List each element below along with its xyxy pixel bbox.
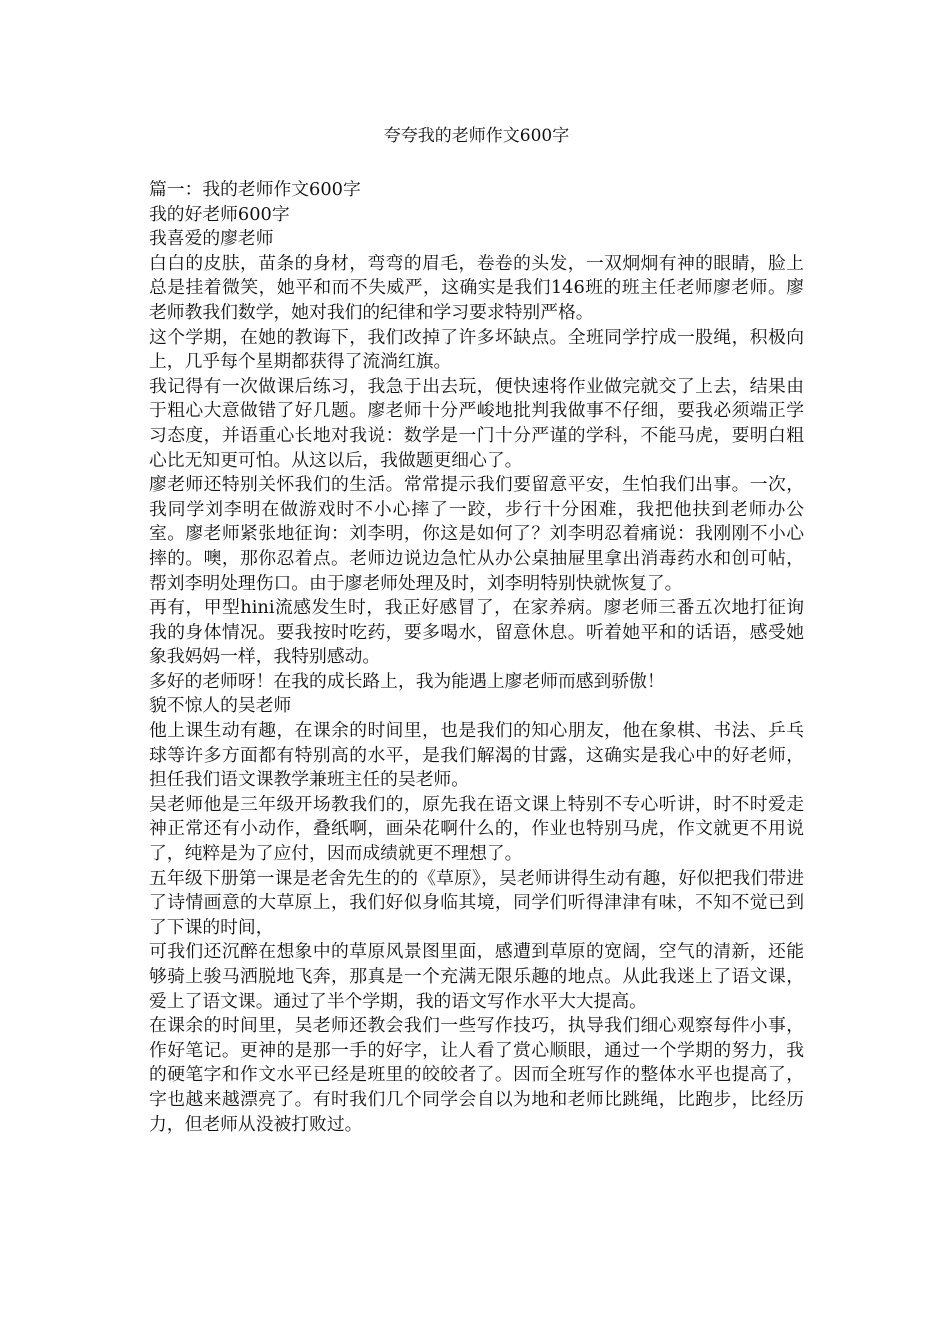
essay-title: 我的好老师600字 (149, 203, 290, 225)
essay-subtitle: 貌不惊人的吴老师 (149, 695, 292, 717)
paragraph: 白白的皮肤，苗条的身材，弯弯的眉毛，卷卷的头发，一双炯炯有神的眼睛，脸上总是挂着微笑，她平和而不失威严，这确实是我们146班的班主任老师廖老师。廖老师教我们数学，她对我们的纪律和学习要求特别严格。 (149, 252, 804, 323)
paragraph: 五年级下册第一课是老舍先生的的《草原》，吴老师讲得生动有趣，好似把我们带进了诗情画意的大草原上，我们好似身临其境，同学们听得津津有味，不知不觉已到了下课的时间， (149, 867, 804, 938)
paragraph: 再有，甲型hini流感发生时，我正好感冒了，在家养病。廖老师三番五次地打征询我的身体情况。要我按时吃药，要多喝水，留意休息。听着她平和的话语，感受她象我妈妈一样，我特别感动。 (149, 597, 804, 668)
paragraph: 在课余的时间里，吴老师还教会我们一些写作技巧，执导我们细心观察每件小事，作好笔记。更神的是那一手的好字，让人看了赏心顺眼，通过一个学期的努力，我的硬笔字和作文水平已经是班里的皎皎者了。因而全班写作的整体水平也提高了，字也越来越漂亮了。有时我们几个同学会自以为地和老师比跳绳，比跑步，比经历力，但老师从没被打败过。 (149, 1015, 804, 1135)
paragraph: 廖老师还特别关怀我们的生活。常常提示我们要留意平安，生怕我们出事。一次，我同学刘李明在做游戏时不小心摔了一跤，步行十分困难，我把他扶到老师办公室。廖老师紧张地征询：刘李明，你这是如何了？刘李明忍着痛说：我刚刚不小心摔的。噢，那你忍着点。老师边说边急忙从办公桌抽屉里拿出消毒药水和创可帖，帮刘李明处理伤口。由于廖老师处理及时，刘李明特别快就恢复了。 (149, 474, 804, 594)
paragraph: 可我们还沉醉在想象中的草原风景图里面，感遭到草原的宽阔，空气的清新，还能够骑上骏马洒脱地飞奔，那真是一个充满无限乐趣的地点。从此我迷上了语文课，爱上了语文课。通过了半个学期，我的语文写作水平大大提高。 (149, 941, 804, 1012)
section-heading: 篇一：我的老师作文600字 (149, 179, 361, 200)
paragraph: 我记得有一次做课后练习，我急于出去玩，便快速将作业做完就交了上去，结果由于粗心大意做错了好几题。廖老师十分严峻地批判我做事不仔细，要我必须端正学习态度，并语重心长地对我说：数学是一门十分严谨的学科，不能马虎，要明白粗心比无知更可怕。从这以后，我做题更细心了。 (149, 375, 804, 471)
paragraph: 这个学期，在她的教诲下，我们改掉了许多坏缺点。全班同学拧成一股绳，积极向上，几乎每个星期都获得了流淌红旗。 (149, 326, 804, 373)
paragraph: 吴老师他是三年级开场教我们的，原先我在语文课上特别不专心听讲，时不时爱走神正常还有小动作，叠纸啊，画朵花啊什么的，作业也特别马虎，作文就更不用说了，纯粹是为了应付，因而成绩就更不理想了。 (149, 793, 804, 865)
essay-subtitle: 我喜爱的廖老师 (149, 228, 274, 250)
paragraph: 多好的老师呀！在我的成长路上，我为能遇上廖老师而感到骄傲！ (149, 670, 665, 692)
document-title: 夸夸我的老师作文600字 (383, 126, 570, 146)
document-page (149, 124, 804, 1137)
paragraph: 他上课生动有趣，在课余的时间里，也是我们的知心朋友，他在象棋、书法、乒乓球等许多方面都有特别高的水平，是我们解渴的甘露，这确实是我心中的好老师，担任我们语文课教学兼班主任的吴老师。 (149, 720, 804, 791)
